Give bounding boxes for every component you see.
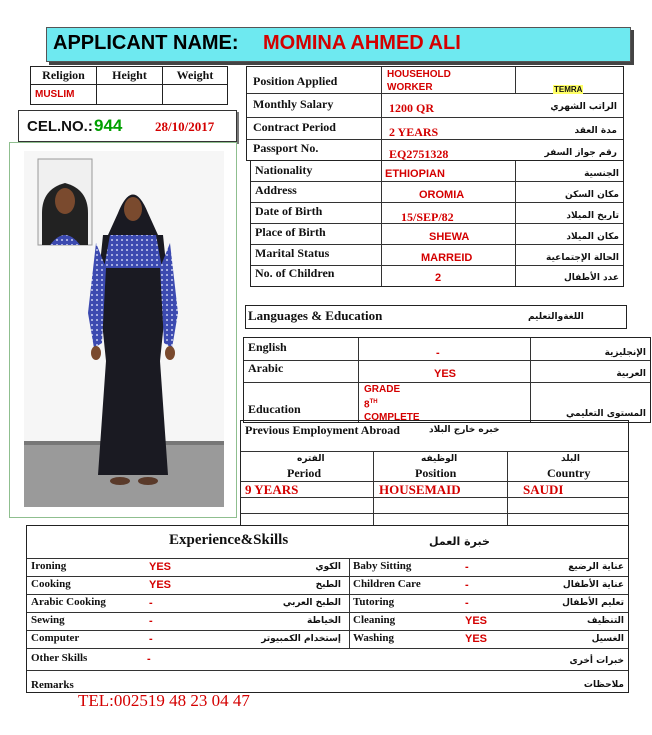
other-skills-ar: خبرات أخرى [569,656,624,666]
children-label: No. of Children [255,266,335,280]
english-value: - [436,347,440,359]
skill-arabic-cooking-label: Arabic Cooking [31,596,106,608]
experience-skills-table [26,525,629,693]
skill-washing-value: YES [465,633,488,645]
skill-cooking-label: Cooking [31,578,71,590]
applicant-photo [10,143,236,517]
position-applied-label: Position Applied [253,74,338,88]
skill-washing-ar: الغسيل [591,634,624,644]
arabic-ar: العربية [616,369,646,379]
skill-baby-sitting-label: Baby Sitting [353,560,412,572]
skill-washing-label: Washing [353,632,394,644]
basic-info-table [30,66,228,105]
education-line-1: GRADE [364,384,401,395]
applicant-header [46,27,631,62]
remarks-label: Remarks [31,679,74,691]
skill-cooking-value: YES [149,579,172,591]
skill-sewing-value: - [149,615,153,627]
nationality-label: Nationality [255,163,313,177]
weight-value [163,85,228,105]
languages-table [243,337,651,423]
position-tag: TEMRA [554,85,583,94]
monthly-salary-ar: الراتب الشهري [550,102,617,112]
languages-title: Languages & Education [248,308,383,323]
skill-tutoring-label: Tutoring [353,596,395,608]
children-ar: عدد الأطفال [563,273,619,283]
passport-value: EQ2751328 [389,147,449,161]
employment-title: Previous Employment Abroad [245,423,400,437]
personal-details-table [250,160,624,287]
monthly-salary-label: Monthly Salary [253,97,334,111]
position-applied-value: HOUSEHOLD WORKER [387,69,451,93]
skill-cleaning-ar: التنظيف [587,616,624,626]
marital-status-label: Marital Status [255,246,330,260]
education-line-3: COMPLETE [364,412,420,424]
position-value: HOUSEMAID [379,482,461,497]
remarks-ar: ملاحظات [583,680,624,690]
address-label: Address [255,183,297,197]
pob-label: Place of Birth [255,225,326,239]
other-skills-value: - [147,653,151,665]
skill-cooking-ar: الطبخ [315,580,341,590]
skill-arabic-cooking-ar: الطبخ العربي [282,598,341,608]
pob-value: SHEWA [429,231,470,243]
skill-children-care-ar: عناية الأطفال [562,580,624,590]
contract-period-ar: مدة العقد [574,126,617,136]
education-label: Education [248,402,301,416]
skill-baby-sitting-ar: عناية الرضيع [568,562,624,572]
passport-label: Passport No. [253,141,319,155]
position-label: Position [415,466,457,480]
languages-education-header [245,305,627,329]
dob-ar: تاريخ الميلاد [566,211,619,221]
skill-arabic-cooking-value: - [149,597,153,609]
cel-number: 944 [94,116,123,135]
skills-title-ar: خبرة العمل [429,535,490,548]
contract-period-value: 2 YEARS [389,125,439,139]
nationality-ar: الجنسية [584,169,619,179]
cel-label: CEL.NO.: [27,118,93,135]
skill-tutoring-value: - [465,597,469,609]
skill-computer-value: - [149,633,153,645]
skill-computer-ar: إستخدام الكمبيوتر [261,634,341,644]
skill-computer-label: Computer [31,632,80,644]
religion-value: MUSLIM [31,85,97,105]
skill-children-care-label: Children Care [353,578,421,590]
height-value [97,85,163,105]
skill-sewing-ar: الخياطة [307,616,341,626]
languages-title-ar: اللغةوالتعليم [528,312,584,322]
applicant-name-value: MOMINA AHMED ALI [263,32,461,54]
skill-cleaning-value: YES [465,615,488,627]
small-portrait [38,159,92,245]
position-table [246,66,624,161]
country-value: SAUDI [523,482,564,497]
previous-employment-table [240,420,629,526]
cel-date: 28/10/2017 [155,119,215,134]
english-ar: الإنجليزية [604,348,646,358]
religion-label: Religion [31,67,97,85]
applicant-photo-frame [9,142,237,518]
employment-title-ar: خبره خارج البلاد [429,425,500,435]
arabic-label: Arabic [248,361,284,375]
contract-period-label: Contract Period [253,120,336,134]
skill-tutoring-ar: تعليم الأطفال [562,598,624,608]
nationality-value: ETHIOPIAN [385,168,445,180]
dob-label: Date of Birth [255,204,323,218]
applicant-name-label: APPLICANT NAME: [53,32,239,54]
passport-ar: رقم جواز السفر [544,148,617,158]
skills-title: Experience&Skills [169,532,289,548]
skill-ironing-ar: الكوي [315,562,341,572]
marital-status-value: MARREID [421,252,473,264]
telephone-number: TEL:002519 48 23 04 47 [78,691,250,710]
cel-number-box [18,110,237,142]
height-label: Height [97,67,163,85]
pob-ar: مكان الميلاد [566,232,619,242]
education-ar: المستوى التعليمي [565,409,646,419]
dob-value: 15/SEP/82 [401,210,454,224]
skill-sewing-label: Sewing [31,614,65,626]
skill-children-care-value: - [465,579,469,591]
skill-ironing-label: Ironing [31,560,67,572]
weight-label: Weight [163,67,228,85]
education-value [364,383,420,424]
period-ar: الفتره [297,454,325,464]
skill-ironing-value: YES [149,561,172,573]
position-ar: الوظيفه [421,454,458,464]
skill-baby-sitting-value: - [465,561,469,573]
country-label: Country [547,466,591,480]
marital-status-ar: الحالة الإجتماعية [546,253,619,263]
country-ar: البلد [561,454,581,464]
english-label: English [248,340,287,354]
monthly-salary-value: 1200 QR [389,101,434,115]
address-ar: مكان السكن [565,190,619,200]
period-value: 9 YEARS [245,482,299,497]
other-skills-label: Other Skills [31,652,88,664]
address-value: OROMIA [419,189,465,201]
skill-cleaning-label: Cleaning [353,614,396,626]
education-line-2: 8TH [364,399,378,411]
arabic-value: YES [434,368,457,380]
children-value: 2 [435,272,442,284]
period-label: Period [287,466,321,480]
